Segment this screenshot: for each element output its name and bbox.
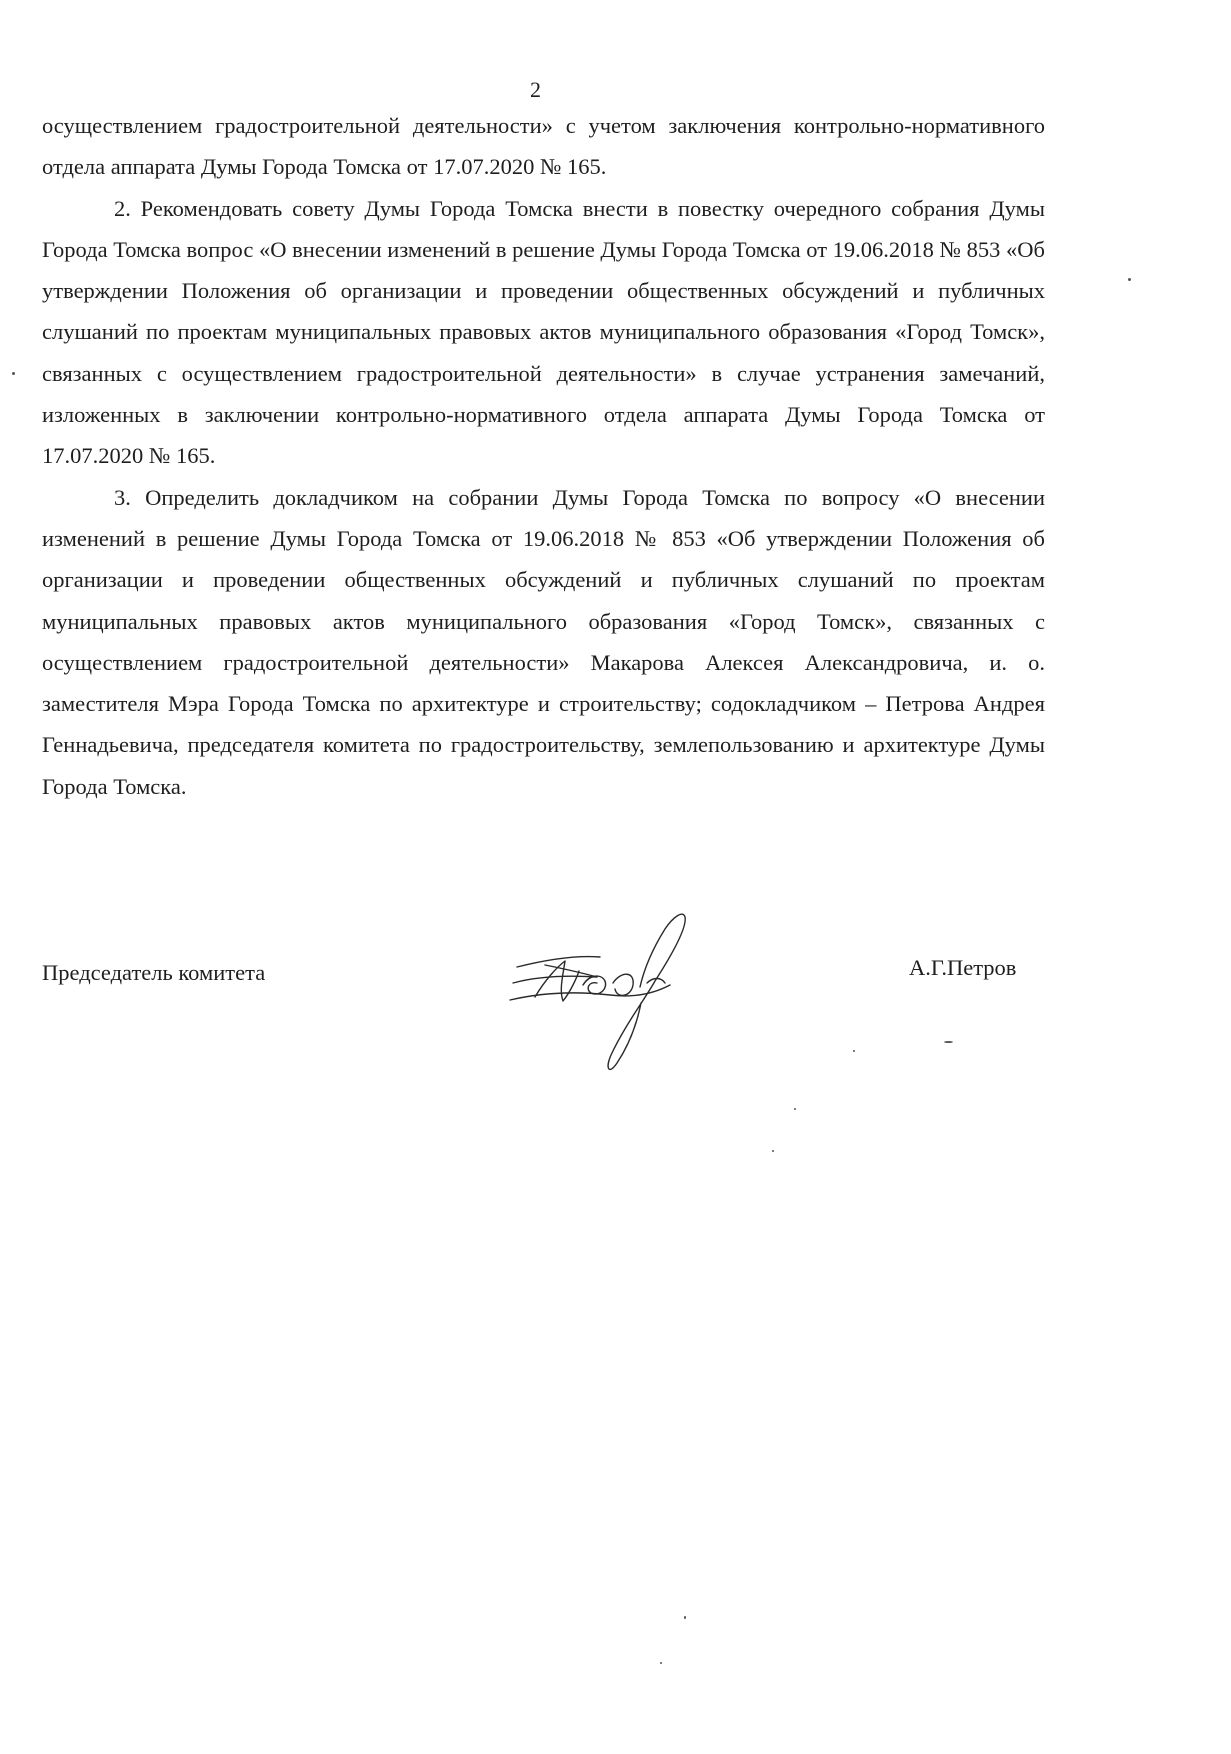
scan-speck [684, 1616, 686, 1619]
scan-speck [853, 1050, 855, 1052]
handwritten-signature [505, 905, 725, 1080]
scan-speck [772, 1150, 774, 1152]
paragraph-item-3: 3. Определить докладчиком на собрании Думы Города Томска по вопросу «О внесении изменений в решение Думы Города Томска от 19.06.2018 № 853 «Об утверждении Положения об организации и проведении общественных обсуждений и публичных слушаний по проектам муниципальных правовых актов муниципального образования «Город Томск», связанных с осуществлением градостроительной деятельности» Макарова Алексея Александровича, и. о. заместителя Мэра Города Томска по архитектуре и строительству; содокладчиком – Петрова Андрея Геннадьевича, председателя комитета по градостроительству, землепользованию и архитектуре Думы Города Томска. [42, 484, 1045, 799]
scan-speck [794, 1108, 796, 1110]
scan-speck [1128, 278, 1131, 281]
signatory-name: А.Г.Петров [909, 955, 1017, 980]
paragraph-continuation: осуществлением градостроительной деятельности» с учетом заключения контрольно-нормативного отдела аппарата Думы Города Томска от 17.07.2020 № 165. [42, 113, 1045, 180]
signatory-position: Председатель комитета [42, 960, 266, 985]
scan-speck [660, 1662, 662, 1664]
scan-speck [12, 372, 15, 375]
paragraph-item-2: 2. Рекомендовать совету Думы Города Томска внести в повестку очередного собрания Думы Города Томска вопрос «О внесении изменений в решение Думы Города Томска от 19.06.2018 № 853 «Об утверждении Положения об организации и проведении общественных обсуждений и публичных слушаний по проектам муниципальных правовых актов муниципального образования «Город Томск», связанных с осуществлением градостроительной деятельности» в случае устранения замечаний, изложенных в заключении контрольно-нормативного отдела аппарата Думы Города Томска от 17.07.2020 № 165. [42, 195, 1045, 469]
scan-speck [944, 1041, 953, 1043]
document-body [42, 105, 1045, 807]
page-number: 2 [530, 77, 541, 102]
